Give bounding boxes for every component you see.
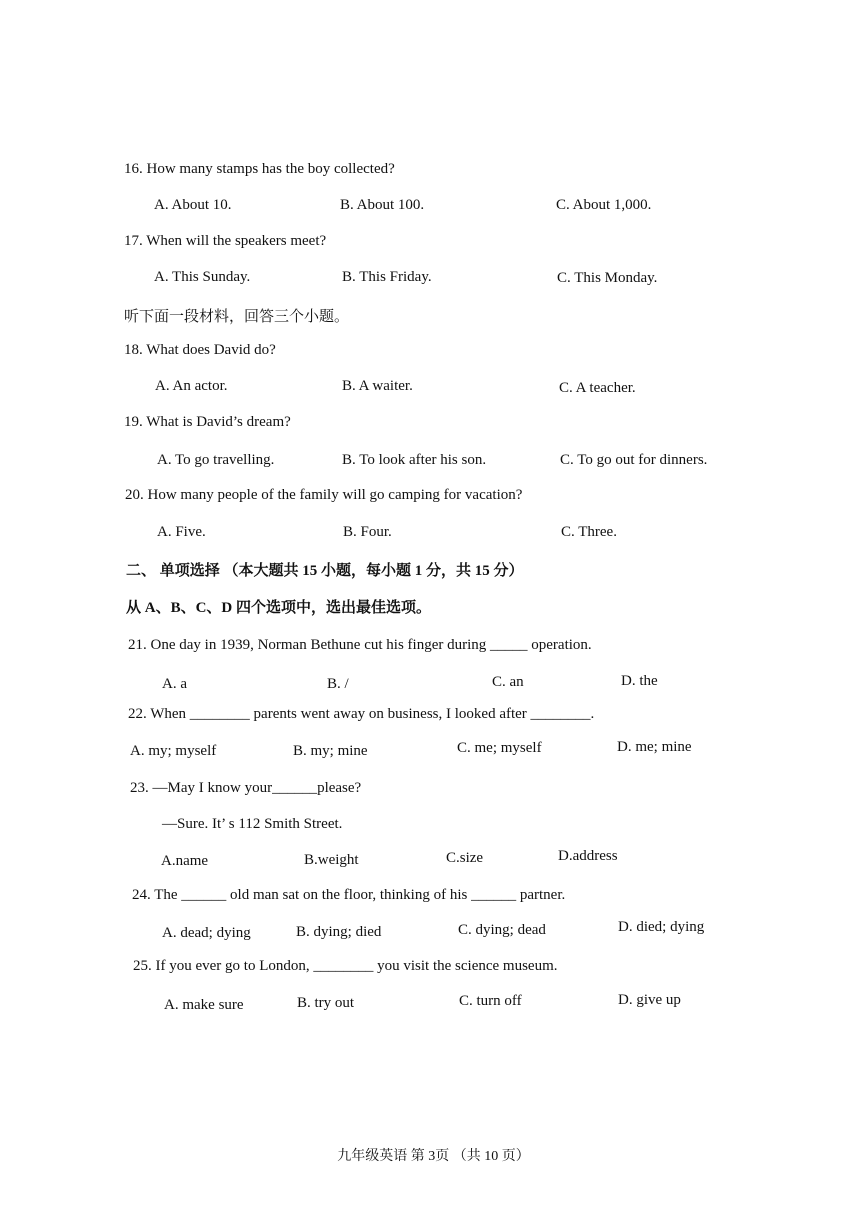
question-21-option-b: B. / (327, 676, 349, 692)
question-19-stem: 19. What is David’s dream? (124, 414, 291, 430)
question-16-option-b: B. About 100. (340, 197, 425, 213)
question-22-option-c: C. me; myself (457, 740, 542, 756)
question-19-option-b: B. To look after his son. (342, 452, 487, 468)
question-25-option-c: C. turn off (459, 993, 522, 1009)
question-21-option-d: D. the (621, 673, 658, 689)
page-footer: 九年级英语 第 3页 （共 10 页） (337, 1149, 530, 1164)
question-21-option-a: A. a (162, 676, 187, 692)
question-23-option-d: D.address (558, 848, 618, 864)
question-25-option-a: A. make sure (164, 997, 244, 1013)
question-20-stem: 20. How many people of the family will go camping for vacation? (125, 487, 523, 503)
question-23-reply: —Sure. It’ s 112 Smith Street. (162, 816, 343, 832)
question-23-stem: 23. —May I know your______please? (130, 780, 362, 796)
question-22-option-a: A. my; myself (130, 743, 217, 759)
question-17-option-a: A. This Sunday. (154, 269, 251, 285)
question-22-option-b: B. my; mine (293, 743, 368, 759)
question-24-stem: 24. The ______ old man sat on the floor, thinking of his ______ partner. (132, 887, 566, 903)
question-16-stem: 16. How many stamps has the boy collected? (124, 161, 395, 177)
question-24-option-d: D. died; dying (618, 919, 705, 935)
question-20-option-b: B. Four. (343, 524, 392, 540)
question-21-stem: 21. One day in 1939, Norman Bethune cut his finger during _____ operation. (128, 637, 592, 653)
question-19-option-c: C. To go out for dinners. (560, 452, 708, 468)
question-25-option-d: D. give up (618, 992, 681, 1008)
question-17-option-b: B. This Friday. (342, 269, 432, 285)
question-21-option-c: C. an (492, 674, 524, 690)
question-16-option-c: C. About 1,000. (556, 197, 652, 213)
question-23-option-c: C.size (446, 850, 484, 866)
question-18-option-c: C. A teacher. (559, 380, 636, 396)
question-17-stem: 17. When will the speakers meet? (124, 233, 327, 249)
question-18-option-a: A. An actor. (155, 378, 228, 394)
question-22-stem: 22. When ________ parents went away on business, I looked after ________. (128, 706, 595, 722)
question-22-option-d: D. me; mine (617, 739, 692, 755)
question-18-stem: 18. What does David do? (124, 342, 276, 358)
question-24-option-c: C. dying; dead (458, 922, 546, 938)
listening-instruction: 听下面一段材料，回答三个小题。 (124, 309, 350, 325)
question-24-option-a: A. dead; dying (162, 925, 251, 941)
question-25-stem: 25. If you ever go to London, ________ you visit the science museum. (133, 958, 558, 974)
question-25-option-b: B. try out (297, 995, 355, 1011)
question-23-option-b: B.weight (304, 852, 359, 868)
question-19-option-a: A. To go travelling. (157, 452, 275, 468)
question-16-option-a: A. About 10. (154, 197, 232, 213)
question-20-option-a: A. Five. (157, 524, 206, 540)
question-17-option-c: C. This Monday. (557, 270, 658, 286)
section-2-title: 二、 单项选择 （本大题共 15 小题，每小题 1 分，共 15 分） (126, 563, 524, 579)
section-2-instruction: 从 A、B、C、D 四个选项中，选出最佳选项。 (126, 600, 432, 616)
question-20-option-c: C. Three. (561, 524, 617, 540)
question-23-option-a: A.name (161, 853, 209, 869)
question-18-option-b: B. A waiter. (342, 378, 413, 394)
question-24-option-b: B. dying; died (296, 924, 382, 940)
